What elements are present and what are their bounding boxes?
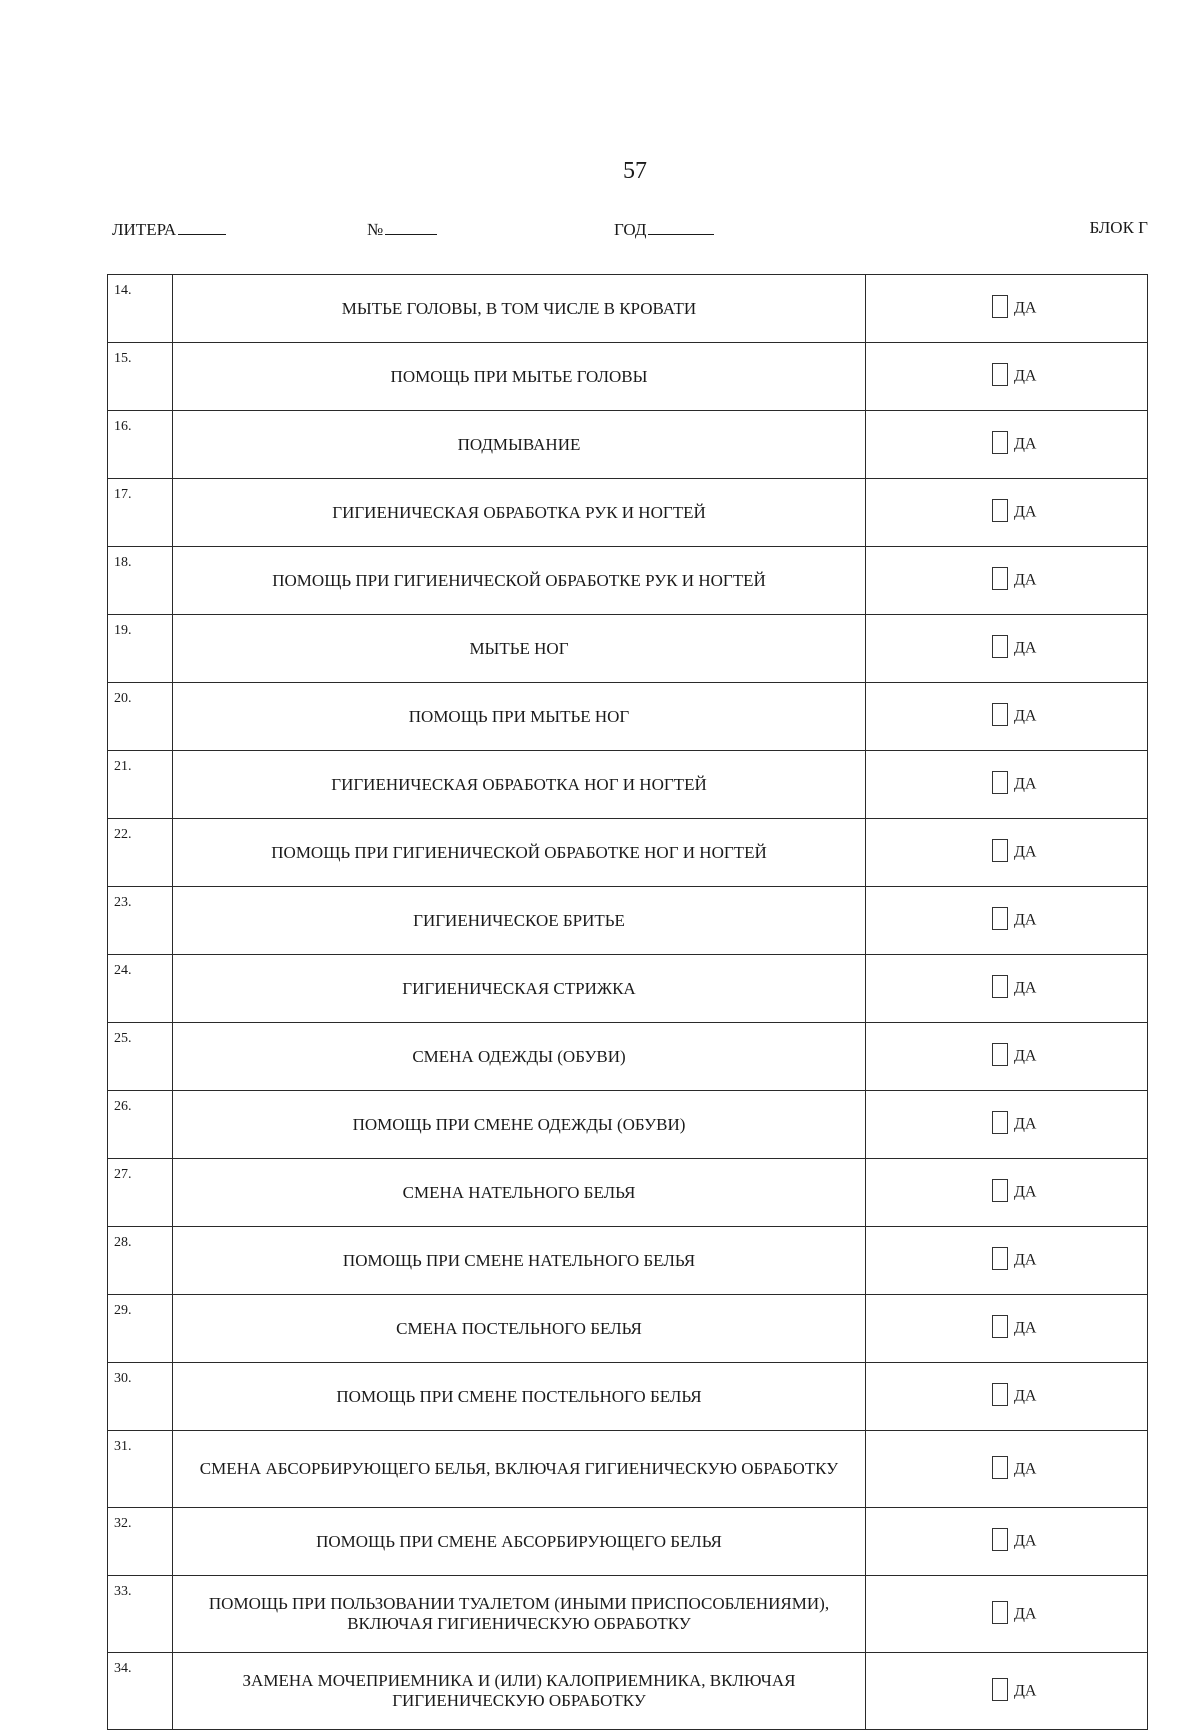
year-field[interactable] — [614, 218, 714, 240]
answer-cell — [866, 1363, 1148, 1431]
item-description: СМЕНА НАТЕЛЬНОГО БЕЛЬЯ — [173, 1159, 866, 1227]
yes-label: ДА — [1014, 1605, 1037, 1622]
item-number: 29. — [108, 1295, 173, 1363]
table-row — [108, 343, 1148, 411]
item-number: 22. — [108, 819, 173, 887]
number-label: № — [367, 220, 384, 239]
answer-cell — [866, 751, 1148, 819]
item-number: 32. — [108, 1508, 173, 1576]
answer-cell — [866, 1023, 1148, 1091]
item-number: 17. — [108, 479, 173, 547]
care-items-table — [107, 274, 1148, 1730]
yes-label: ДА — [1014, 1047, 1037, 1065]
yes-checkbox[interactable] — [992, 499, 1008, 522]
item-description: ГИГИЕНИЧЕСКОЕ БРИТЬЕ — [173, 887, 866, 955]
answer-cell — [866, 615, 1148, 683]
answer-cell — [866, 819, 1148, 887]
item-number: 34. — [108, 1653, 173, 1730]
item-description: ПОМОЩЬ ПРИ СМЕНЕ НАТЕЛЬНОГО БЕЛЬЯ — [173, 1227, 866, 1295]
item-number: 18. — [108, 547, 173, 615]
item-number: 16. — [108, 411, 173, 479]
yes-label: ДА — [1014, 503, 1037, 521]
yes-checkbox[interactable] — [992, 1383, 1008, 1406]
item-description: ГИГИЕНИЧЕСКАЯ СТРИЖКА — [173, 955, 866, 1023]
answer-cell — [866, 343, 1148, 411]
yes-checkbox[interactable] — [992, 635, 1008, 658]
year-blank[interactable] — [648, 218, 714, 235]
item-description: ПОМОЩЬ ПРИ СМЕНЕ АБСОРБИРУЮЩЕГО БЕЛЬЯ — [173, 1508, 866, 1576]
answer-cell — [866, 887, 1148, 955]
yes-checkbox[interactable] — [992, 1043, 1008, 1066]
litera-field[interactable] — [112, 218, 226, 240]
yes-checkbox[interactable] — [992, 431, 1008, 454]
item-description: ПОМОЩЬ ПРИ МЫТЬЕ ГОЛОВЫ — [173, 343, 866, 411]
yes-label: ДА — [1014, 1387, 1037, 1405]
item-description: ГИГИЕНИЧЕСКАЯ ОБРАБОТКА РУК И НОГТЕЙ — [173, 479, 866, 547]
table-row — [108, 547, 1148, 615]
table-row — [108, 819, 1148, 887]
table-row — [108, 1431, 1148, 1508]
table-row — [108, 479, 1148, 547]
yes-checkbox[interactable] — [992, 1528, 1008, 1551]
yes-label: ДА — [1014, 435, 1037, 453]
number-field[interactable] — [367, 218, 437, 240]
item-number: 14. — [108, 275, 173, 343]
item-description: МЫТЬЕ ГОЛОВЫ, В ТОМ ЧИСЛЕ В КРОВАТИ — [173, 275, 866, 343]
table-row — [108, 1227, 1148, 1295]
answer-cell — [866, 1653, 1148, 1730]
yes-label: ДА — [1014, 775, 1037, 793]
litera-blank[interactable] — [178, 218, 226, 235]
table-row — [108, 1576, 1148, 1653]
yes-checkbox[interactable] — [992, 1456, 1008, 1479]
item-number: 27. — [108, 1159, 173, 1227]
item-number: 15. — [108, 343, 173, 411]
yes-label: ДА — [1014, 707, 1037, 725]
answer-cell — [866, 683, 1148, 751]
answer-cell — [866, 479, 1148, 547]
yes-checkbox[interactable] — [992, 1179, 1008, 1202]
item-number: 24. — [108, 955, 173, 1023]
table-row — [108, 1091, 1148, 1159]
item-description: ПОДМЫВАНИЕ — [173, 411, 866, 479]
item-number: 25. — [108, 1023, 173, 1091]
item-description: СМЕНА АБСОРБИРУЮЩЕГО БЕЛЬЯ, ВКЛЮЧАЯ ГИГИЕНИЧЕСКУЮ ОБРАБОТКУ — [173, 1431, 866, 1508]
item-description: СМЕНА ПОСТЕЛЬНОГО БЕЛЬЯ — [173, 1295, 866, 1363]
item-description: ГИГИЕНИЧЕСКАЯ ОБРАБОТКА НОГ И НОГТЕЙ — [173, 751, 866, 819]
table-row — [108, 411, 1148, 479]
item-number: 31. — [108, 1431, 173, 1508]
item-number: 21. — [108, 751, 173, 819]
item-description: ПОМОЩЬ ПРИ ГИГИЕНИЧЕСКОЙ ОБРАБОТКЕ РУК И НОГТЕЙ — [173, 547, 866, 615]
yes-checkbox[interactable] — [992, 363, 1008, 386]
item-description: ПОМОЩЬ ПРИ СМЕНЕ ПОСТЕЛЬНОГО БЕЛЬЯ — [173, 1363, 866, 1431]
table-row — [108, 887, 1148, 955]
answer-cell — [866, 1159, 1148, 1227]
yes-label: ДА — [1014, 1183, 1037, 1201]
year-label: ГОД — [614, 220, 647, 239]
table-row — [108, 683, 1148, 751]
yes-checkbox[interactable] — [992, 295, 1008, 318]
item-number: 23. — [108, 887, 173, 955]
answer-cell — [866, 547, 1148, 615]
yes-checkbox[interactable] — [992, 771, 1008, 794]
litera-label: ЛИТЕРА — [112, 220, 177, 239]
yes-checkbox[interactable] — [992, 1678, 1008, 1701]
yes-checkbox[interactable] — [992, 703, 1008, 726]
page-number: 57 — [623, 158, 647, 184]
table-row — [108, 955, 1148, 1023]
yes-label: ДА — [1014, 367, 1037, 385]
yes-label: ДА — [1014, 571, 1037, 589]
table-row — [108, 751, 1148, 819]
table-row — [108, 1295, 1148, 1363]
answer-cell — [866, 1227, 1148, 1295]
item-description: СМЕНА ОДЕЖДЫ (ОБУВИ) — [173, 1023, 866, 1091]
item-number: 26. — [108, 1091, 173, 1159]
table-row — [108, 1363, 1148, 1431]
item-number: 20. — [108, 683, 173, 751]
yes-checkbox[interactable] — [992, 1247, 1008, 1270]
item-number: 28. — [108, 1227, 173, 1295]
yes-label: ДА — [1014, 911, 1037, 929]
answer-cell — [866, 1576, 1148, 1653]
table-row — [108, 1653, 1148, 1730]
item-description: ПОМОЩЬ ПРИ МЫТЬЕ НОГ — [173, 683, 866, 751]
yes-checkbox[interactable] — [992, 907, 1008, 930]
yes-checkbox[interactable] — [992, 567, 1008, 590]
table-row — [108, 1508, 1148, 1576]
item-description: ПОМОЩЬ ПРИ СМЕНЕ ОДЕЖДЫ (ОБУВИ) — [173, 1091, 866, 1159]
yes-label: ДА — [1014, 979, 1037, 997]
yes-label: ДА — [1014, 1682, 1037, 1699]
item-description: МЫТЬЕ НОГ — [173, 615, 866, 683]
answer-cell — [866, 1091, 1148, 1159]
item-number: 30. — [108, 1363, 173, 1431]
item-description: ПОМОЩЬ ПРИ ПОЛЬЗОВАНИИ ТУАЛЕТОМ (ИНЫМИ ПРИСПОСОБЛЕНИЯМИ), ВКЛЮЧАЯ ГИГИЕНИЧЕСКУЮ ОБРАБОТКУ — [173, 1576, 866, 1653]
yes-checkbox[interactable] — [992, 975, 1008, 998]
yes-label: ДА — [1014, 1319, 1037, 1337]
yes-label: ДА — [1014, 1115, 1037, 1133]
block-label: БЛОК Г — [1089, 218, 1148, 237]
answer-cell — [866, 275, 1148, 343]
table-row — [108, 1023, 1148, 1091]
yes-checkbox[interactable] — [992, 839, 1008, 862]
yes-label: ДА — [1014, 1532, 1037, 1550]
yes-label: ДА — [1014, 843, 1037, 861]
answer-cell — [866, 411, 1148, 479]
table-row — [108, 615, 1148, 683]
yes-checkbox[interactable] — [992, 1315, 1008, 1338]
number-blank[interactable] — [385, 218, 437, 235]
yes-label: ДА — [1014, 1251, 1037, 1269]
item-description: ЗАМЕНА МОЧЕПРИЕМНИКА И (ИЛИ) КАЛОПРИЕМНИКА, ВКЛЮЧАЯ ГИГИЕНИЧЕСКУЮ ОБРАБОТКУ — [173, 1653, 866, 1730]
care-items-body — [108, 275, 1148, 1730]
table-row — [108, 1159, 1148, 1227]
yes-checkbox[interactable] — [992, 1601, 1008, 1624]
answer-cell — [866, 1431, 1148, 1508]
item-number: 33. — [108, 1576, 173, 1653]
yes-label: ДА — [1014, 1460, 1037, 1477]
answer-cell — [866, 1295, 1148, 1363]
item-number: 19. — [108, 615, 173, 683]
answer-cell — [866, 1508, 1148, 1576]
answer-cell — [866, 955, 1148, 1023]
item-description: ПОМОЩЬ ПРИ ГИГИЕНИЧЕСКОЙ ОБРАБОТКЕ НОГ И НОГТЕЙ — [173, 819, 866, 887]
yes-label: ДА — [1014, 639, 1037, 657]
table-row — [108, 275, 1148, 343]
yes-label: ДА — [1014, 299, 1037, 317]
yes-checkbox[interactable] — [992, 1111, 1008, 1134]
form-header — [112, 218, 1148, 244]
